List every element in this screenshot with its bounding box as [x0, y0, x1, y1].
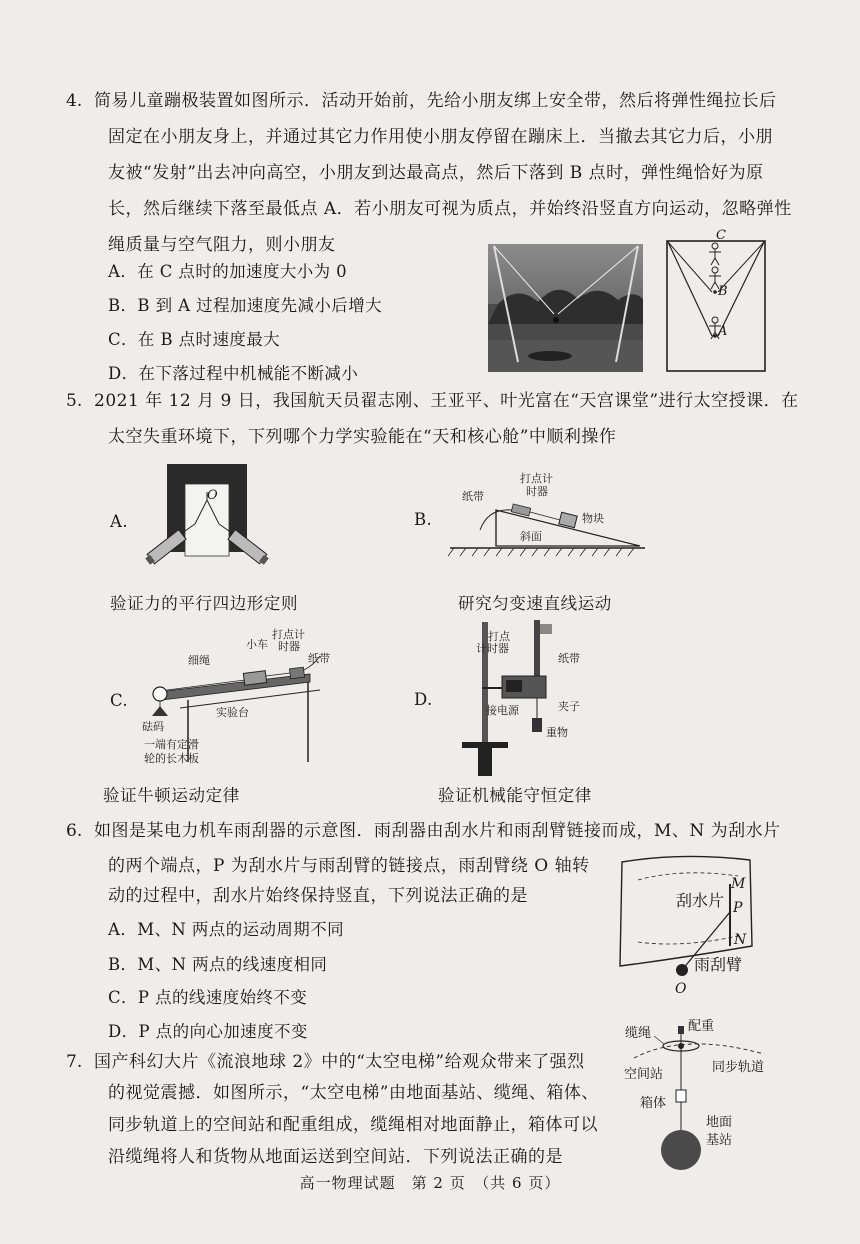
free-fall-diagram [440, 618, 640, 778]
q4-line-1: 简易儿童蹦极装置如图所示．活动开始前，先给小朋友绑上安全带，然后将弹性绳拉长后 [94, 91, 777, 111]
q4-option-a: A．在 C 点时的加速度大小为 0 [108, 262, 348, 281]
q6-line-2: 的两个端点，P 为刮水片与雨刮臂的链接点，雨刮臂绕 O 轴转 [108, 856, 590, 876]
b-label-timer1: 打点计 [520, 472, 553, 485]
label-ground-1: 地面 [706, 1115, 733, 1130]
q4-line-5: 绳质量与空气阻力，则小朋友 [108, 235, 336, 255]
q5-d-caption: 验证机械能守恒定律 [438, 786, 592, 805]
label-counterweight: 配重 [688, 1019, 715, 1034]
trampoline-photo [488, 244, 643, 372]
c-label-cart: 小车 [246, 638, 268, 651]
q4-line-3: 友被“发射”出去冲向高空，小朋友到达最高点，然后下落到 B 点时，弹性绳恰好为原 [108, 163, 764, 183]
page-footer: 高一物理试题 第 2 页 （共 6 页） [299, 1174, 561, 1192]
q6-option-a: A．M、N 两点的运动周期不同 [108, 920, 344, 939]
q4-option-d: D．在下落过程中机械能不断减小 [108, 364, 359, 383]
label-ground-2: 基站 [706, 1133, 733, 1148]
q5-b-caption: 研究匀变速直线运动 [458, 594, 612, 613]
q7-line-3: 同步轨道上的空间站和配重组成，缆绳相对地面静止，箱体可以 [108, 1115, 598, 1135]
q5-line-2: 太空失重环境下，下列哪个力学实验能在“天和核心舱”中顺利操作 [108, 427, 617, 447]
label-n: N [734, 932, 747, 948]
q4-number: 4. [66, 91, 83, 111]
q5-a-caption: 验证力的平行四边形定则 [110, 594, 299, 613]
c-label-board2: 轮的长木板 [144, 752, 199, 765]
q6-option-d: D．P 点的向心加速度不变 [108, 1022, 308, 1041]
c-label-board1: 一端有定滑 [144, 738, 199, 751]
q5-c-caption: 验证牛顿运动定律 [103, 786, 240, 805]
q7-line-1: 国产科幻大片《流浪地球 2》中的“太空电梯”给观众带来了强烈 [94, 1052, 585, 1072]
c-label-tape: 纸带 [308, 652, 330, 665]
label-o: O [207, 488, 218, 503]
d-label-weight: 重物 [546, 726, 568, 739]
q5-c-letter: C. [110, 691, 129, 710]
q5-a-letter: A. [110, 512, 128, 531]
label-station: 空间站 [624, 1067, 664, 1082]
d-label-timer1: 打点 [488, 630, 510, 643]
label-cable: 缆绳 [625, 1026, 652, 1041]
q6-number: 6. [66, 821, 83, 841]
q7-number: 7. [66, 1052, 83, 1072]
d-label-timer2: 计时器 [476, 642, 509, 655]
q5-number: 5. [66, 391, 83, 411]
bungee-diagram [666, 240, 766, 372]
b-label-block: 物块 [582, 512, 604, 525]
label-box: 箱体 [640, 1096, 667, 1111]
label-m: M [731, 876, 746, 892]
q4-option-b: B．B 到 A 过程加速度先减小后增大 [108, 296, 383, 315]
q7-line-2: 的视觉震撼．如图所示，“太空电梯”由地面基站、缆绳、箱体、 [108, 1083, 599, 1103]
label-orbit: 同步轨道 [712, 1060, 765, 1075]
c-label-rope: 细绳 [188, 654, 210, 667]
d-label-power: 接电源 [486, 704, 519, 717]
label-wiper: 刮水片 [676, 891, 725, 910]
cart-diagram [140, 628, 330, 768]
b-label-tape: 纸带 [462, 490, 484, 503]
q6-option-b: B．M、N 两点的线速度相同 [108, 955, 328, 974]
q5-d-letter: D. [414, 690, 433, 709]
q6-line-3: 动的过程中，刮水片始终保持竖直，下列说法正确的是 [108, 886, 528, 906]
label-a: A [718, 324, 728, 339]
incline-diagram [440, 470, 645, 562]
label-p: P [733, 900, 743, 916]
q4-option-c: C．在 B 点时速度最大 [108, 330, 281, 349]
label-c: C [716, 228, 726, 243]
q6-line-1: 如图是某电力机车雨刮器的示意图．雨刮器由刮水片和雨刮臂链接而成，M、N 为刮水片 [94, 821, 781, 841]
label-b: B [718, 284, 728, 299]
b-label-slope: 斜面 [520, 530, 542, 543]
d-label-clamp: 夹子 [558, 700, 580, 713]
force-board-diagram [145, 462, 270, 577]
c-label-weight: 砝码 [142, 720, 164, 733]
label-arm: 雨刮臂 [694, 955, 743, 974]
q7-line-4: 沿缆绳将人和货物从地面运送到空间站．下列说法正确的是 [108, 1147, 563, 1167]
q6-option-c: C．P 点的线速度始终不变 [108, 988, 308, 1007]
b-label-timer2: 时器 [526, 485, 548, 498]
d-label-tape: 纸带 [558, 652, 580, 665]
c-label-table: 实验台 [216, 706, 249, 719]
q4-line-2: 固定在小朋友身上，并通过其它力作用使小朋友停留在蹦床上．当撤去其它力后，小朋 [108, 127, 773, 147]
q5-line-1: 2021 年 12 月 9 日，我国航天员翟志刚、王亚平、叶光富在“天宫课堂”进行太空授课．在 [94, 391, 799, 411]
c-label-timer2: 时器 [278, 640, 300, 653]
c-label-timer1: 打点计 [272, 628, 305, 641]
q4-line-4: 长，然后继续下落至最低点 A．若小朋友可视为质点，并始终沿竖直方向运动，忽略弹性 [108, 199, 792, 219]
label-o2: O [675, 981, 687, 997]
q5-b-letter: B. [414, 510, 433, 529]
